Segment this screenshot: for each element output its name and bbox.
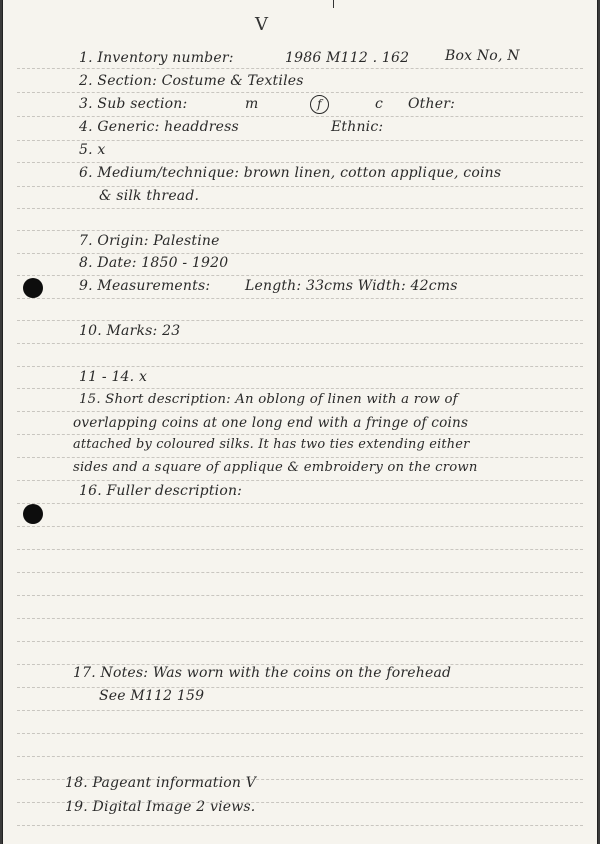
- digital-image: 19. Digital Image 2 views.: [65, 799, 256, 815]
- section-field: 2. Section: Costume & Textiles: [79, 73, 304, 89]
- fuller-description: 16. Fuller description:: [79, 483, 243, 499]
- rule-line: [17, 825, 583, 826]
- short-description-cont-3: sides and a square of applique & embroidery on the crown: [73, 460, 478, 475]
- short-description-cont-1: overlapping coins at one long end with a fringe of coins: [73, 415, 469, 431]
- short-description: 15. Short description: An oblong of linen with a row of: [79, 392, 458, 407]
- rule-line: [17, 549, 583, 550]
- notes-field-cont: See M112 159: [99, 688, 205, 704]
- rule-line: [17, 756, 583, 757]
- sub-section-label: 3. Sub section:: [79, 96, 188, 112]
- rule-line: [17, 162, 583, 163]
- marks-field: 10. Marks: 23: [79, 323, 181, 339]
- rule-line: [17, 320, 583, 321]
- sub-section-other: Other:: [408, 96, 456, 112]
- rule-line: [17, 275, 583, 276]
- fields-11-14: 11 - 14. x: [79, 369, 148, 385]
- medium-technique: 6. Medium/technique: brown linen, cotton applique, coins: [79, 165, 502, 181]
- rule-line: [17, 710, 583, 711]
- rule-line: [17, 618, 583, 619]
- form-sheet: [2, 0, 598, 844]
- rule-line: [17, 343, 583, 344]
- rule-line: [17, 298, 583, 299]
- rule-line: [17, 434, 583, 435]
- rule-line: [17, 526, 583, 527]
- rule-line: [17, 366, 583, 367]
- sub-section-c: c: [375, 96, 384, 112]
- rule-line: [17, 595, 583, 596]
- rule-line: [17, 68, 583, 69]
- rule-line: [17, 253, 583, 254]
- check-mark: V: [255, 14, 269, 35]
- rule-line: [17, 503, 583, 504]
- box-number: Box No, N: [445, 48, 520, 64]
- medium-technique-cont: & silk thread.: [99, 188, 200, 204]
- pageant-information: 18. Pageant information V: [65, 775, 257, 791]
- rule-line: [17, 641, 583, 642]
- origin-field: 7. Origin: Palestine: [79, 233, 220, 249]
- rule-line: [17, 457, 583, 458]
- rule-line: [17, 411, 583, 412]
- rule-line: [17, 480, 583, 481]
- date-field: 8. Date: 1850 - 1920: [79, 255, 229, 271]
- rule-line: [17, 230, 583, 231]
- notes-field: 17. Notes: Was worn with the coins on the forehead: [73, 665, 452, 681]
- rule-line: [17, 388, 583, 389]
- rule-line: [17, 116, 583, 117]
- rule-line: [17, 140, 583, 141]
- field-5: 5. x: [79, 142, 106, 158]
- rule-line: [17, 92, 583, 93]
- ethnic-label: Ethnic:: [331, 119, 384, 135]
- rule-line: [17, 572, 583, 573]
- measurements-label: 9. Measurements:: [79, 278, 211, 294]
- inventory-number-label: 1. Inventory number:: [79, 50, 234, 66]
- sub-section-m: m: [245, 96, 259, 112]
- rule-line: [17, 733, 583, 734]
- punch-hole-bottom: [23, 504, 43, 524]
- generic-field: 4. Generic: headdress: [79, 119, 239, 135]
- rule-line: [17, 186, 583, 187]
- rule-line: [17, 208, 583, 209]
- inventory-number-value: 1986 M112 . 162: [285, 50, 410, 66]
- top-edge-mark: [333, 0, 334, 8]
- punch-hole-top: [23, 278, 43, 298]
- short-description-cont-2: attached by coloured silks. It has two ties extending either: [73, 437, 470, 452]
- measurements-value: Length: 33cms Width: 42cms: [245, 278, 458, 294]
- sub-section-f-circled: f: [310, 95, 329, 114]
